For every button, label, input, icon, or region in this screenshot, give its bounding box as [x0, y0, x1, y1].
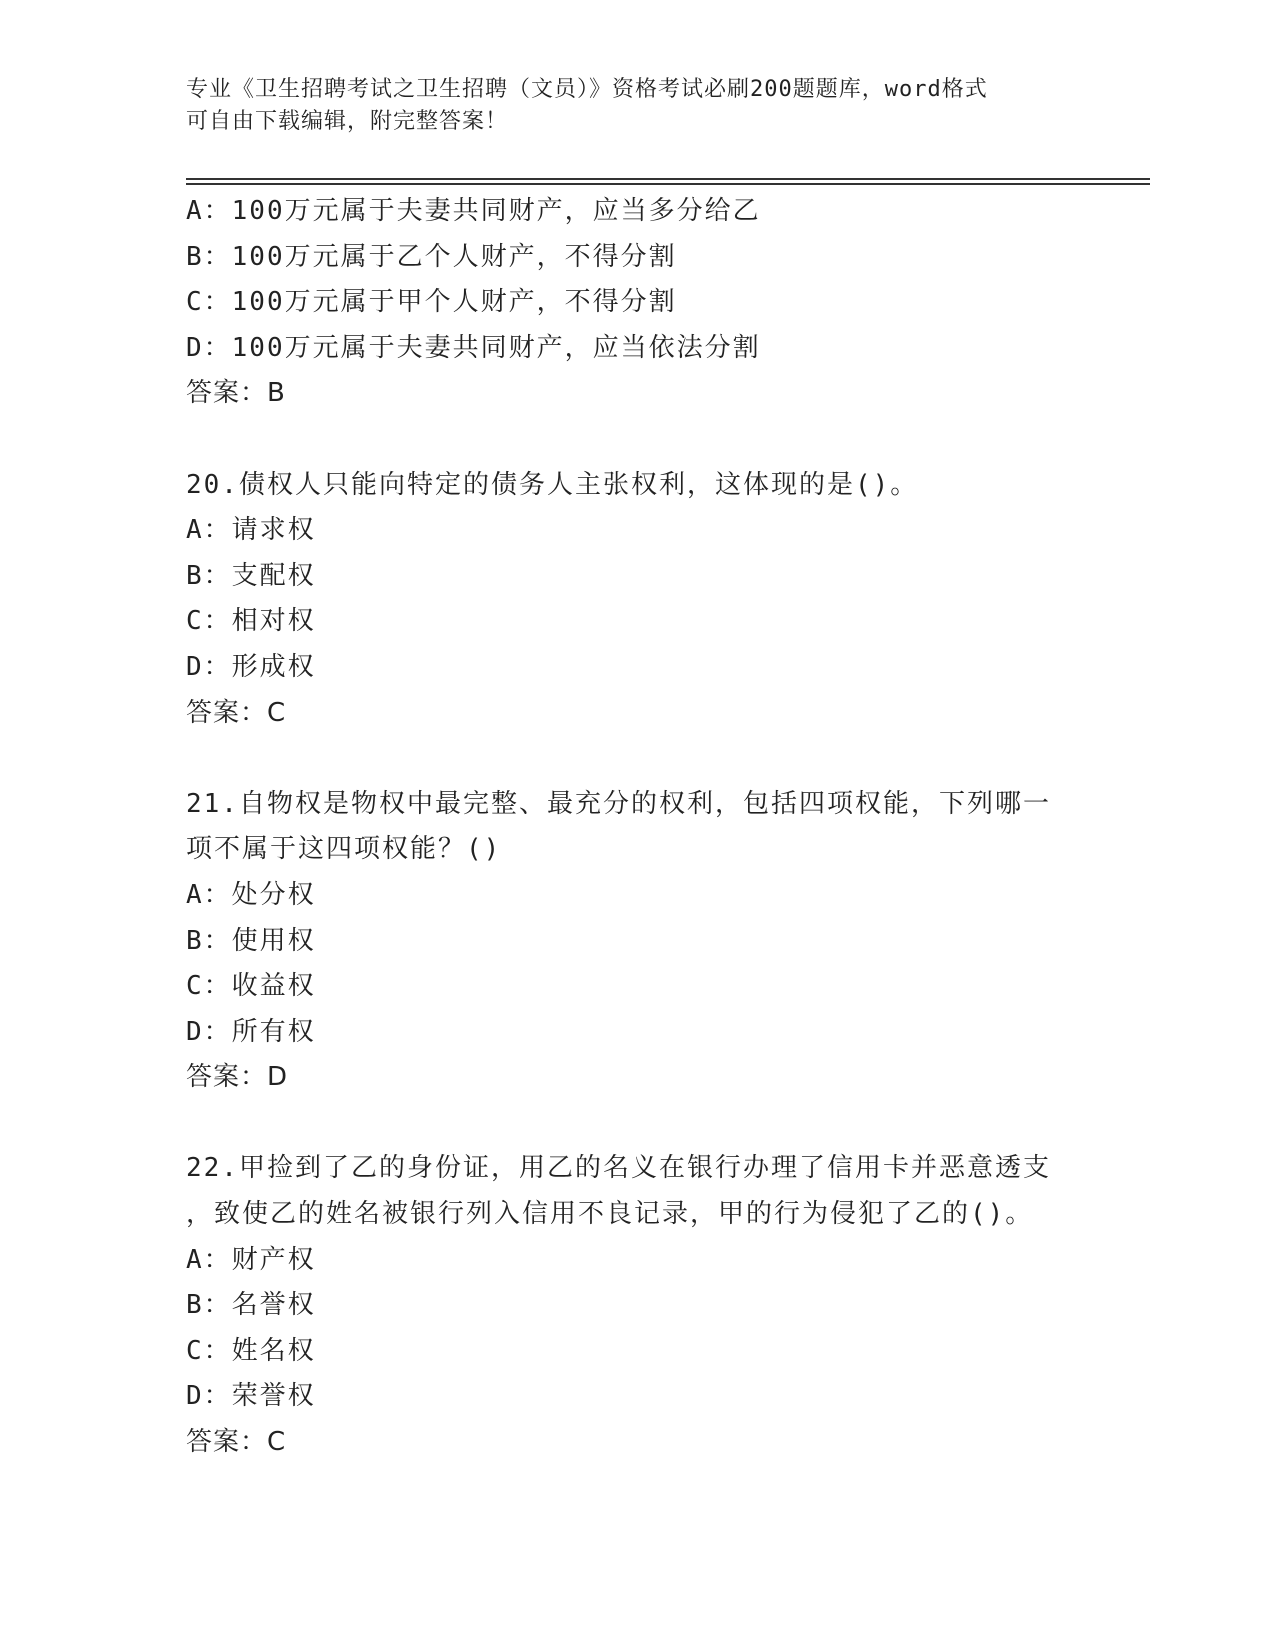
- header-divider-top: [186, 178, 1150, 180]
- question-stem: 20.债权人只能向特定的债务人主张权利，这体现的是()。: [186, 469, 919, 500]
- option-a: A：处分权: [186, 879, 316, 910]
- option-b: B：100万元属于乙个人财产，不得分割: [186, 241, 677, 272]
- option-b: B：使用权: [186, 925, 316, 956]
- document-header: [186, 74, 1066, 138]
- option-b: B：支配权: [186, 560, 316, 591]
- option-c: C：100万元属于甲个人财产，不得分割: [186, 287, 677, 318]
- answer-line: 答案：B: [186, 378, 286, 409]
- question-stem-continued: ，致使乙的姓名被银行列入信用不良记录，甲的行为侵犯了乙的()。: [186, 1199, 1034, 1230]
- question-stem: 21.自物权是物权中最完整、最充分的权利，包括四项权能，下列哪一: [186, 788, 1051, 819]
- answer-line: 答案：C: [186, 1427, 287, 1458]
- option-a: A：财产权: [186, 1244, 316, 1275]
- option-a: A：请求权: [186, 515, 316, 546]
- question-spacer: [186, 736, 1150, 782]
- option-c: C：姓名权: [186, 1335, 316, 1366]
- option-c: C：相对权: [186, 606, 316, 637]
- option-d: D：所有权: [186, 1016, 316, 1047]
- question-block-19: [186, 189, 1150, 417]
- option-d: D：100万元属于夫妻共同财产，应当依法分割: [186, 332, 761, 363]
- header-title-line-1: 专业《卫生招聘考试之卫生招聘（文员）》资格考试必刷200题题库，word格式: [186, 77, 988, 102]
- question-block-21: [186, 782, 1150, 1101]
- question-block-22: [186, 1146, 1150, 1465]
- option-a: A：100万元属于夫妻共同财产，应当多分给乙: [186, 196, 761, 226]
- question-spacer: [186, 417, 1150, 463]
- answer-line: 答案：C: [186, 697, 287, 728]
- question-stem: 22.甲捡到了乙的身份证，用乙的名义在银行办理了信用卡并恶意透支: [186, 1153, 1051, 1184]
- question-spacer: [186, 1101, 1150, 1147]
- question-stem-continued: 项不属于这四项权能？(): [186, 834, 502, 865]
- header-divider-bottom: [186, 183, 1150, 185]
- option-d: D：荣誉权: [186, 1381, 316, 1412]
- answer-line: 答案：D: [186, 1062, 289, 1093]
- question-list: [186, 189, 1150, 1466]
- option-c: C：收益权: [186, 971, 316, 1002]
- question-block-20: [186, 463, 1150, 737]
- header-title-line-2: 可自由下载编辑，附完整答案！: [186, 109, 509, 134]
- option-b: B：名誉权: [186, 1290, 316, 1321]
- option-d: D：形成权: [186, 651, 316, 682]
